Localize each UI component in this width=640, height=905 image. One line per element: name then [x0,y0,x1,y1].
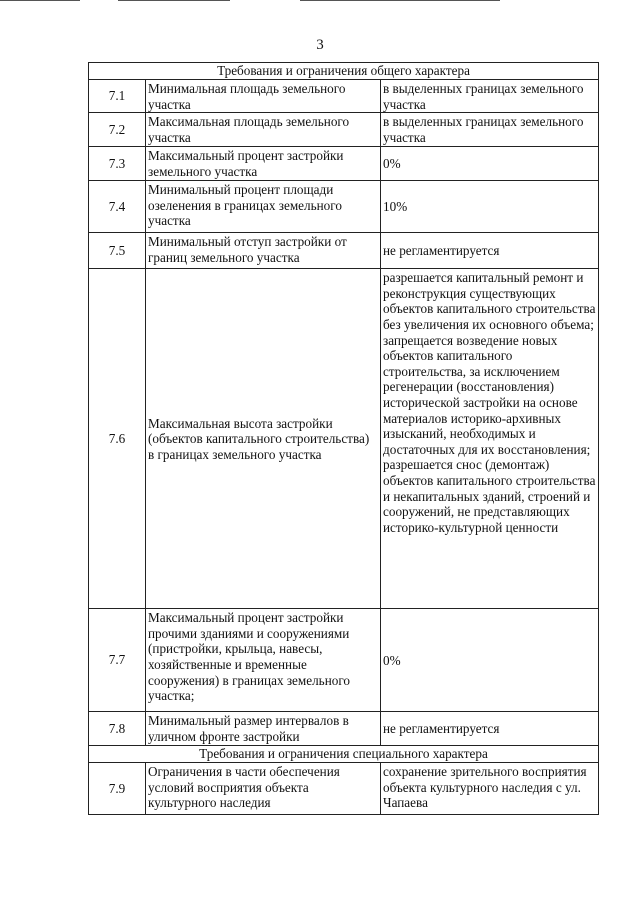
table-row [89,609,599,712]
row-number: 7.5 [89,233,146,269]
table-row [89,80,599,113]
parameter-name: Минимальный размер интервалов в уличном фронте застройки [146,712,381,746]
row-number: 7.1 [89,80,146,113]
parameter-value: 0% [381,147,599,181]
parameter-name: Ограничения в части обеспечения условий восприятия объекта культурного наследия [146,763,381,815]
parameter-value: 0% [381,609,599,712]
row-number: 7.4 [89,181,146,233]
table-row [89,233,599,269]
parameter-name: Минимальная площадь земельного участка [146,80,381,113]
parameter-name: Максимальная площадь земельного участка [146,113,381,147]
parameter-value: разрешается капитальный ремонт и реконструкция существующих объектов капитального строительства без увеличения их основного объема; запрещается возведение новых объектов капитального строительства, за исключением регенерации (восстановления) исторической застройки на основе материалов историко-архивных изысканий, необходимых и достаточных для их восстановления; разрешается снос (демонтаж) объектов капитального строительства и некапитальных зданий, строений и сооружений, не представляющих историко-культурной ценности [381,269,599,609]
parameter-name: Минимальный процент площади озеленения в границах земельного участка [146,181,381,233]
table-row [89,181,599,233]
row-number: 7.9 [89,763,146,815]
row-number: 7.7 [89,609,146,712]
parameter-value: в выделенных границах земельного участка [381,113,599,147]
parameter-name: Максимальная высота застройки (объектов капитального строительства) в границах земельного участка [146,269,381,609]
table-row [89,763,599,815]
row-number: 7.2 [89,113,146,147]
parameter-name: Максимальный процент застройки земельного участка [146,147,381,181]
table-row [89,147,599,181]
section-header-general [89,63,599,80]
parameter-value: не регламентируется [381,712,599,746]
row-number: 7.3 [89,147,146,181]
parameter-name: Максимальный процент застройки прочими зданиями и сооружениями (пристройки, крыльца, навесы, хозяйственные и временные сооружения) в границах земельного участка; [146,609,381,712]
table-row [89,269,599,609]
parameter-value: в выделенных границах земельного участка [381,80,599,113]
table-row [89,712,599,746]
parameter-value: не регламентируется [381,233,599,269]
page-number: 3 [316,37,324,53]
requirements-table [88,62,599,815]
scan-top-edge [0,0,640,3]
parameter-value: сохранение зрительного восприятия объекта культурного наследия с ул. Чапаева [381,763,599,815]
row-number: 7.6 [89,269,146,609]
row-number: 7.8 [89,712,146,746]
parameter-name: Минимальный отступ застройки от границ земельного участка [146,233,381,269]
section-title: Требования и ограничения общего характера [89,63,599,80]
parameter-value: 10% [381,181,599,233]
section-header-special [89,746,599,763]
section-title: Требования и ограничения специального характера [89,746,599,763]
table-row [89,113,599,147]
